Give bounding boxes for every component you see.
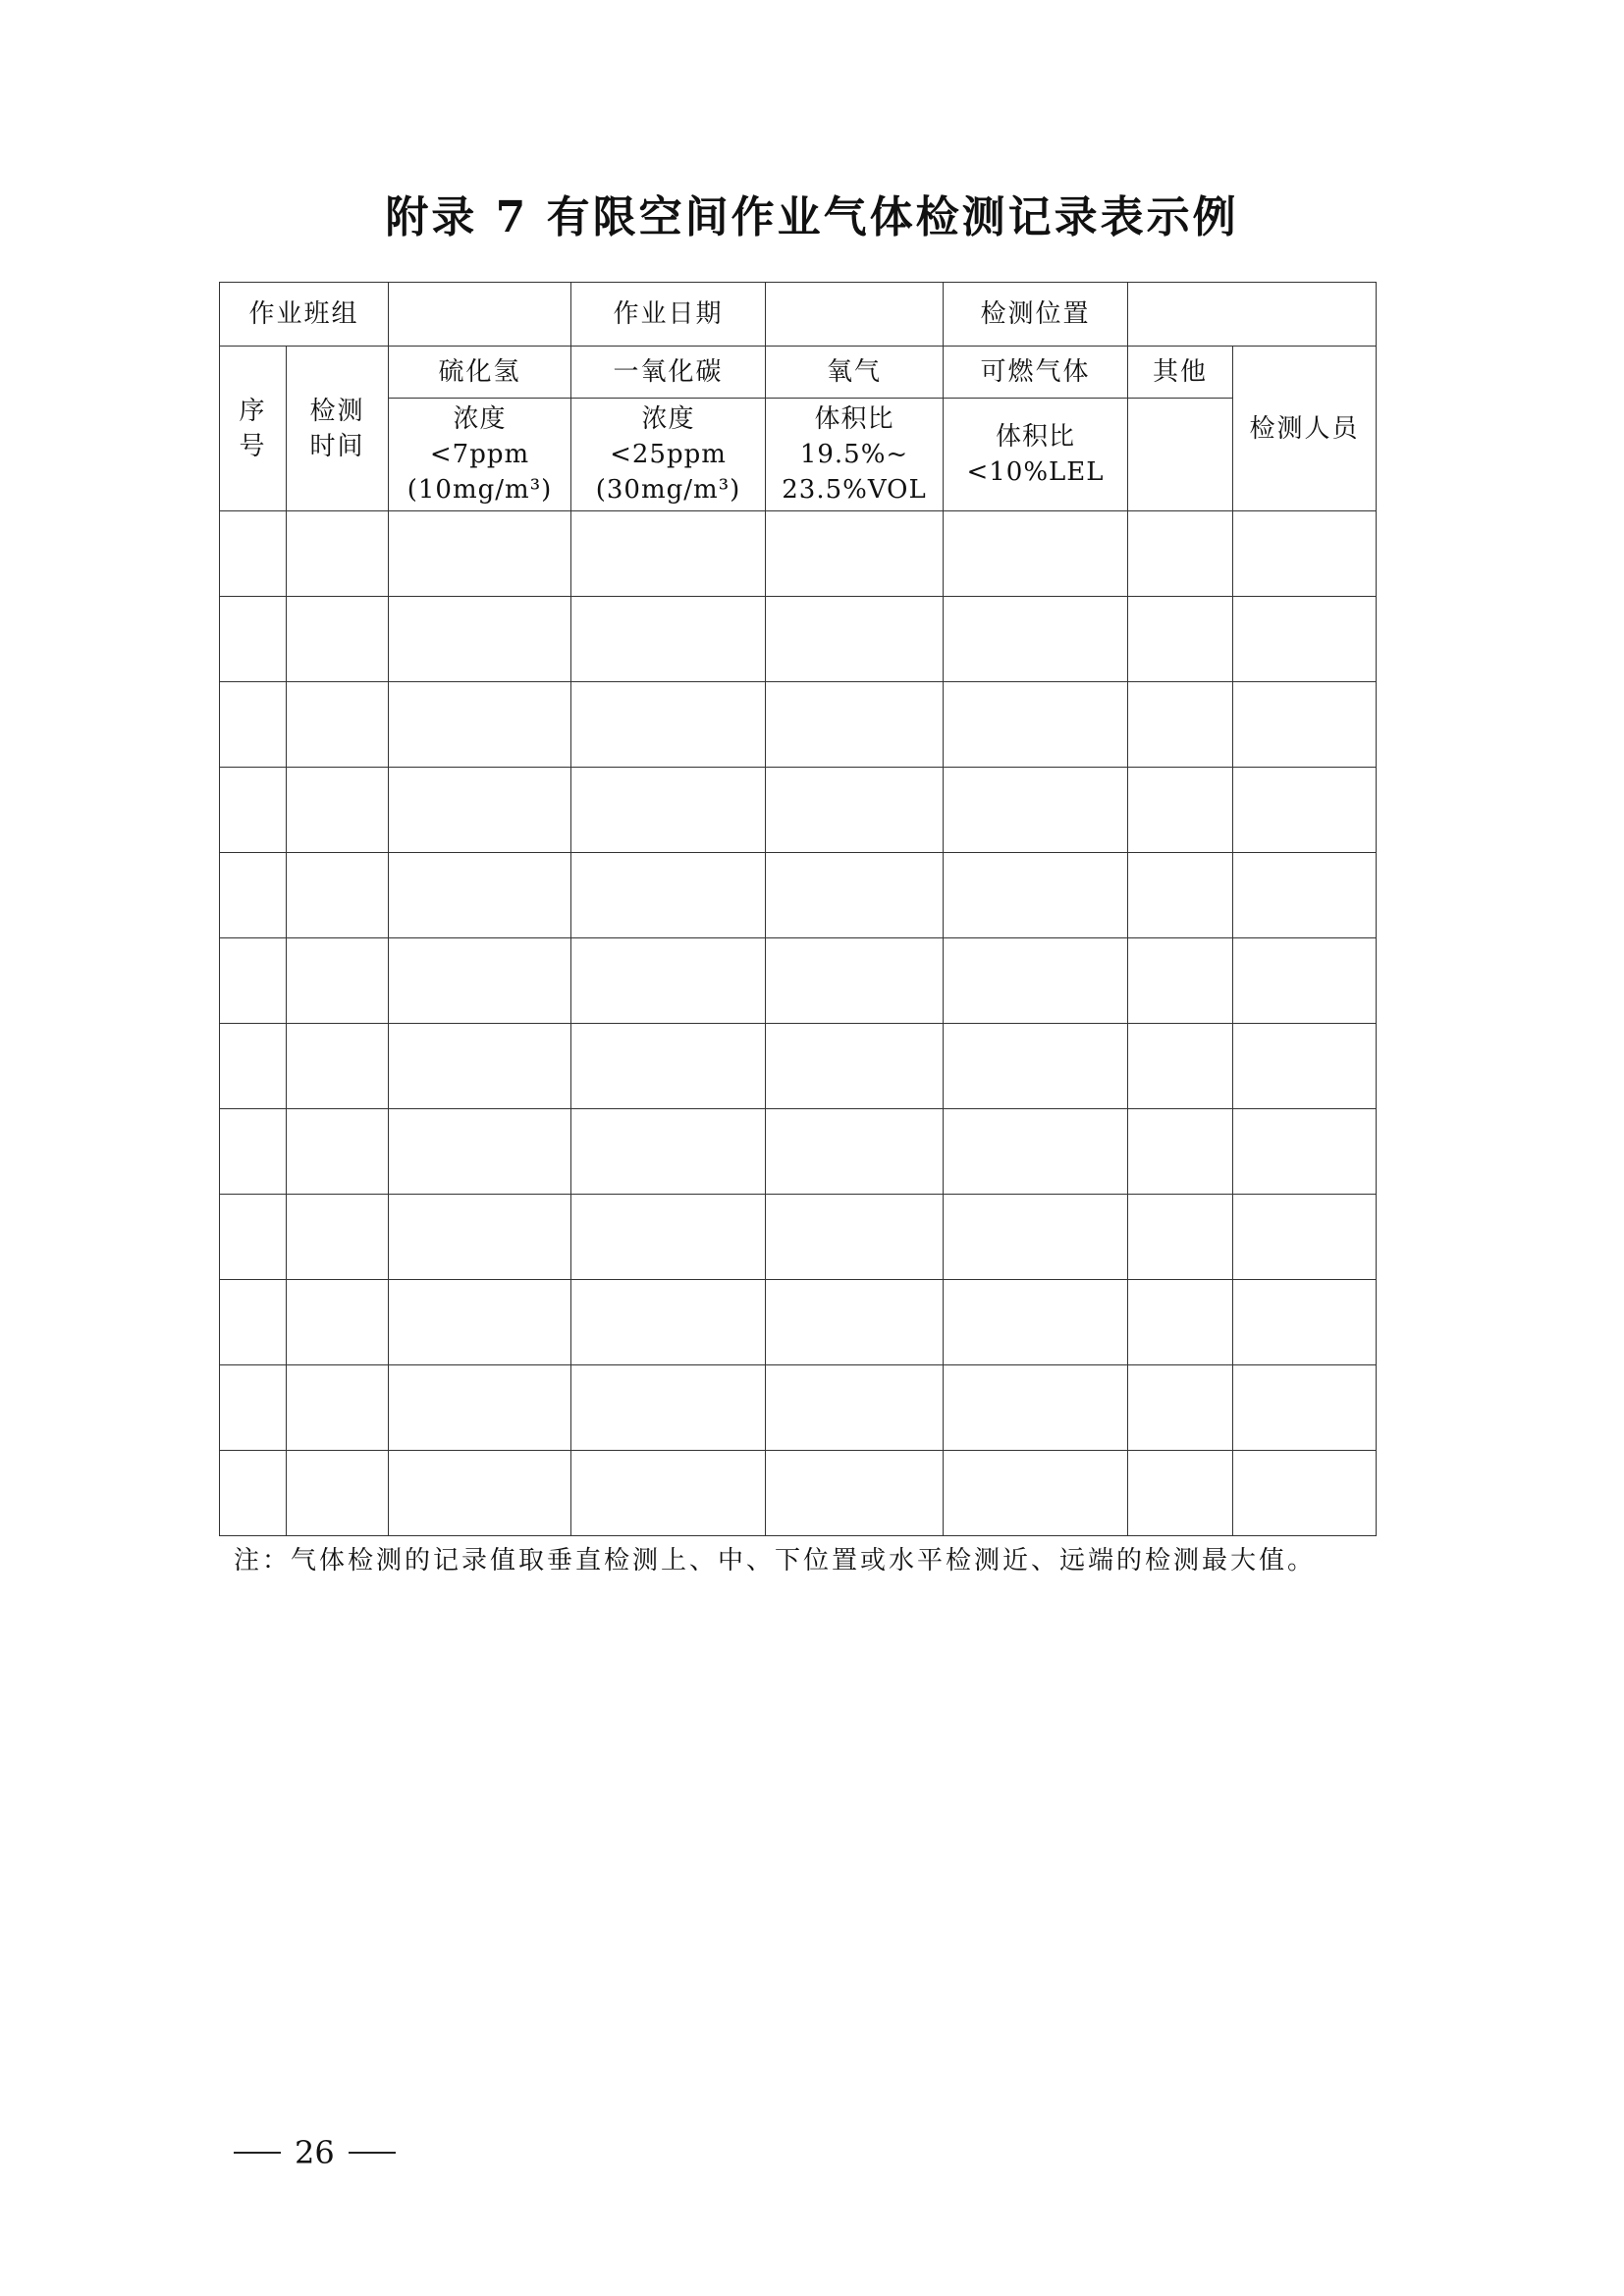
co-limit-line: (30mg/m³) xyxy=(595,475,741,505)
combustible-limit-line: <10%LEL xyxy=(966,457,1105,487)
other-cell[interactable] xyxy=(1128,597,1233,682)
h2s-limit-line: 浓度 xyxy=(453,404,507,434)
o2-cell[interactable] xyxy=(766,597,944,682)
other-cell[interactable] xyxy=(1128,1024,1233,1109)
combustible-cell[interactable] xyxy=(944,1109,1128,1195)
time-cell[interactable] xyxy=(287,682,389,768)
seq-cell[interactable] xyxy=(220,1109,287,1195)
time-cell[interactable] xyxy=(287,511,389,597)
record-row xyxy=(220,1195,1377,1280)
inspector-cell[interactable] xyxy=(1233,1280,1377,1365)
combustible-cell[interactable] xyxy=(944,597,1128,682)
record-row xyxy=(220,1451,1377,1536)
h2s-header: 硫化氢 xyxy=(389,347,571,399)
h2s-cell[interactable] xyxy=(389,682,571,768)
record-row xyxy=(220,511,1377,597)
o2-cell[interactable] xyxy=(766,511,944,597)
inspector-cell[interactable] xyxy=(1233,1195,1377,1280)
time-header xyxy=(287,347,389,511)
seq-cell[interactable] xyxy=(220,1365,287,1451)
time-cell[interactable] xyxy=(287,1195,389,1280)
h2s-cell[interactable] xyxy=(389,597,571,682)
other-cell[interactable] xyxy=(1128,1365,1233,1451)
o2-header: 氧气 xyxy=(766,347,944,399)
time-cell[interactable] xyxy=(287,1109,389,1195)
combustible-cell[interactable] xyxy=(944,511,1128,597)
page-number-dash xyxy=(349,2152,396,2154)
h2s-cell[interactable] xyxy=(389,1280,571,1365)
o2-limit-line: 23.5%VOL xyxy=(782,475,927,505)
o2-limit xyxy=(766,399,944,511)
o2-cell[interactable] xyxy=(766,682,944,768)
seq-cell[interactable] xyxy=(220,682,287,768)
page-number xyxy=(234,2130,396,2172)
h2s-cell[interactable] xyxy=(389,1195,571,1280)
o2-cell[interactable] xyxy=(766,1365,944,1451)
h2s-cell[interactable] xyxy=(389,1451,571,1536)
o2-limit-line: 体积比 xyxy=(814,404,894,434)
other-cell[interactable] xyxy=(1128,853,1233,938)
seq-cell[interactable] xyxy=(220,1451,287,1536)
co-cell[interactable] xyxy=(571,682,766,768)
time-cell[interactable] xyxy=(287,938,389,1024)
seq-cell[interactable] xyxy=(220,1195,287,1280)
gas-detection-record-table xyxy=(219,282,1377,1536)
inspector-cell[interactable] xyxy=(1233,511,1377,597)
inspector-cell[interactable] xyxy=(1233,1451,1377,1536)
record-row xyxy=(220,1024,1377,1109)
h2s-cell[interactable] xyxy=(389,768,571,853)
other-cell[interactable] xyxy=(1128,1280,1233,1365)
inspector-cell[interactable] xyxy=(1233,682,1377,768)
combustible-cell[interactable] xyxy=(944,682,1128,768)
record-row xyxy=(220,1109,1377,1195)
co-cell[interactable] xyxy=(571,1365,766,1451)
o2-cell[interactable] xyxy=(766,938,944,1024)
h2s-cell[interactable] xyxy=(389,938,571,1024)
o2-cell[interactable] xyxy=(766,853,944,938)
record-row xyxy=(220,1280,1377,1365)
o2-limit-line: 19.5%~ xyxy=(799,440,909,469)
inspector-header: 检测人员 xyxy=(1233,347,1377,511)
h2s-limit-line: (10mg/m³) xyxy=(406,475,553,505)
info-row xyxy=(220,283,1377,347)
location-value-cell[interactable] xyxy=(1128,283,1377,347)
h2s-limit-line: <7ppm xyxy=(429,440,530,469)
h2s-cell[interactable] xyxy=(389,1365,571,1451)
other-limit xyxy=(1128,399,1233,511)
co-cell[interactable] xyxy=(571,853,766,938)
o2-cell[interactable] xyxy=(766,1024,944,1109)
h2s-limit xyxy=(389,399,571,511)
page-title: 附录 7 有限空间作业气体检测记录表示例 xyxy=(385,192,1239,242)
combustible-cell[interactable] xyxy=(944,1024,1128,1109)
seq-cell[interactable] xyxy=(220,597,287,682)
combustible-cell[interactable] xyxy=(944,1365,1128,1451)
h2s-cell[interactable] xyxy=(389,1109,571,1195)
other-cell[interactable] xyxy=(1128,1109,1233,1195)
inspector-cell[interactable] xyxy=(1233,1024,1377,1109)
h2s-cell[interactable] xyxy=(389,511,571,597)
co-limit-line: <25ppm xyxy=(610,440,727,469)
co-cell[interactable] xyxy=(571,1024,766,1109)
time-cell[interactable] xyxy=(287,1024,389,1109)
limit-row xyxy=(220,399,1377,511)
co-cell[interactable] xyxy=(571,768,766,853)
combustible-cell[interactable] xyxy=(944,1280,1128,1365)
gas-header-row xyxy=(220,347,1377,399)
seq-header-line: 序 xyxy=(239,396,267,426)
o2-cell[interactable] xyxy=(766,1451,944,1536)
record-row xyxy=(220,768,1377,853)
inspector-cell[interactable] xyxy=(1233,597,1377,682)
team-value-cell[interactable] xyxy=(389,283,571,347)
table-note: 注：气体检测的记录值取垂直检测上、中、下位置或水平检测近、远端的检测最大值。 xyxy=(234,1546,1317,1575)
inspector-cell[interactable] xyxy=(1233,1365,1377,1451)
co-cell[interactable] xyxy=(571,938,766,1024)
other-cell[interactable] xyxy=(1128,1451,1233,1536)
other-cell[interactable] xyxy=(1128,682,1233,768)
inspector-cell[interactable] xyxy=(1233,1109,1377,1195)
seq-cell[interactable] xyxy=(220,853,287,938)
record-row xyxy=(220,1365,1377,1451)
location-label: 检测位置 xyxy=(944,283,1128,347)
combustible-cell[interactable] xyxy=(944,1451,1128,1536)
co-header: 一氧化碳 xyxy=(571,347,766,399)
co-cell[interactable] xyxy=(571,511,766,597)
inspector-cell[interactable] xyxy=(1233,938,1377,1024)
combustible-limit-line: 体积比 xyxy=(996,422,1076,452)
o2-cell[interactable] xyxy=(766,768,944,853)
other-cell[interactable] xyxy=(1128,511,1233,597)
combustible-cell[interactable] xyxy=(944,768,1128,853)
h2s-cell[interactable] xyxy=(389,853,571,938)
co-cell[interactable] xyxy=(571,1109,766,1195)
seq-cell[interactable] xyxy=(220,1280,287,1365)
team-label: 作业班组 xyxy=(220,283,389,347)
other-header: 其他 xyxy=(1128,347,1233,399)
record-row xyxy=(220,597,1377,682)
time-cell[interactable] xyxy=(287,1280,389,1365)
co-limit-line: 浓度 xyxy=(641,404,695,434)
other-cell[interactable] xyxy=(1128,938,1233,1024)
combustible-cell[interactable] xyxy=(944,938,1128,1024)
record-row xyxy=(220,938,1377,1024)
o2-cell[interactable] xyxy=(766,1280,944,1365)
seq-cell[interactable] xyxy=(220,511,287,597)
time-header-line: 检测 xyxy=(309,396,365,426)
combustible-cell[interactable] xyxy=(944,1195,1128,1280)
co-cell[interactable] xyxy=(571,597,766,682)
record-row xyxy=(220,682,1377,768)
seq-cell[interactable] xyxy=(220,1024,287,1109)
seq-header xyxy=(220,347,287,511)
combustible-limit xyxy=(944,399,1128,511)
time-cell[interactable] xyxy=(287,597,389,682)
date-label: 作业日期 xyxy=(571,283,766,347)
combustible-cell[interactable] xyxy=(944,853,1128,938)
h2s-cell[interactable] xyxy=(389,1024,571,1109)
combustible-header: 可燃气体 xyxy=(944,347,1128,399)
seq-header-line: 号 xyxy=(239,431,267,461)
seq-cell[interactable] xyxy=(220,938,287,1024)
seq-cell[interactable] xyxy=(220,768,287,853)
inspector-cell[interactable] xyxy=(1233,768,1377,853)
time-cell[interactable] xyxy=(287,853,389,938)
co-cell[interactable] xyxy=(571,1280,766,1365)
other-cell[interactable] xyxy=(1128,1195,1233,1280)
page-number-dash xyxy=(234,2152,281,2154)
co-cell[interactable] xyxy=(571,1451,766,1536)
co-limit xyxy=(571,399,766,511)
page-number-value: 26 xyxy=(295,2133,335,2171)
time-cell[interactable] xyxy=(287,1365,389,1451)
time-cell[interactable] xyxy=(287,1451,389,1536)
record-rows xyxy=(220,511,1377,1536)
record-row xyxy=(220,853,1377,938)
o2-cell[interactable] xyxy=(766,1195,944,1280)
inspector-cell[interactable] xyxy=(1233,853,1377,938)
o2-cell[interactable] xyxy=(766,1109,944,1195)
co-cell[interactable] xyxy=(571,1195,766,1280)
date-value-cell[interactable] xyxy=(766,283,944,347)
time-header-line: 时间 xyxy=(309,431,365,461)
time-cell[interactable] xyxy=(287,768,389,853)
other-cell[interactable] xyxy=(1128,768,1233,853)
